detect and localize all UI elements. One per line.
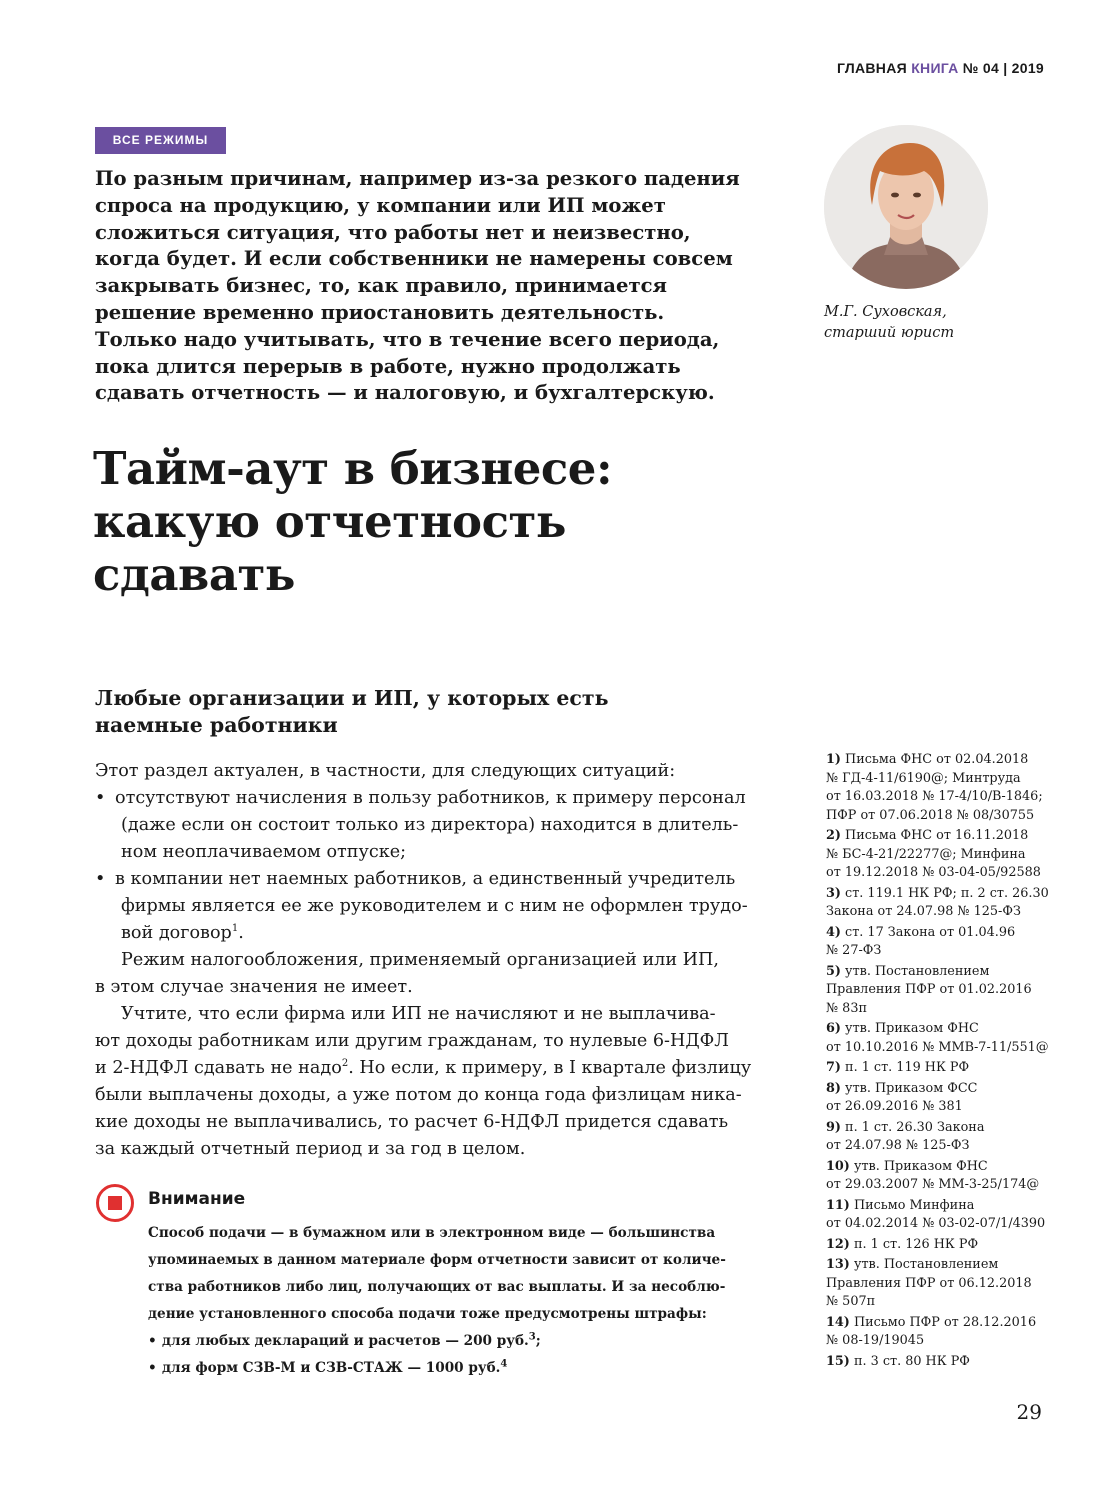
lead-line: спроса на продукцию, у компании или ИП может bbox=[95, 193, 666, 217]
footnote-text: Правления ПФР от 01.02.2016 bbox=[826, 982, 1032, 997]
footnote-text: № 27-ФЗ bbox=[826, 943, 882, 958]
lead-line: закрывать бизнес, то, как правило, принимается bbox=[95, 274, 668, 298]
issue-number: № 04 | 2019 bbox=[962, 60, 1044, 76]
author-name: М.Г. Суховская, bbox=[824, 304, 947, 320]
author-portrait bbox=[824, 125, 988, 289]
footnote bbox=[826, 1197, 1056, 1234]
footnote bbox=[826, 1353, 1056, 1372]
footnote bbox=[826, 963, 1056, 1019]
attention-title: Внимание bbox=[148, 1189, 246, 1209]
footnote-ref: 4 bbox=[500, 1358, 508, 1370]
attention-item-text: ; bbox=[535, 1333, 541, 1349]
footnote-text: от 26.09.2016 № 381 bbox=[826, 1099, 963, 1114]
footnote bbox=[826, 1314, 1056, 1351]
footnote-text: № БС-4-21/22277@; Минфина bbox=[826, 846, 1026, 862]
body-line: Режим налогообложения, применяемый организацией или ИП, bbox=[121, 950, 719, 970]
body-line: в компании нет наемных работников, а единственный учредитель bbox=[115, 869, 736, 889]
footnote-text: от 24.07.98 № 125-ФЗ bbox=[826, 1138, 970, 1153]
lead-line: пока длится перерыв в работе, нужно продолжать bbox=[95, 354, 681, 378]
body-line bbox=[95, 920, 775, 947]
footnote-number: 4) bbox=[826, 924, 841, 940]
bullet-icon: • bbox=[148, 1333, 157, 1349]
footnote-text: Правления ПФР от 06.12.2018 bbox=[826, 1275, 1032, 1291]
footnote-text: ст. 119.1 НК РФ; п. 2 ст. 26.30 bbox=[845, 885, 1049, 901]
footnote-number: 3) bbox=[826, 885, 841, 901]
attention-line: Способ подачи — в бумажном или в электронном виде — большинства bbox=[148, 1225, 716, 1241]
body-line: отсутствуют начисления в пользу работников, к примеру персонал bbox=[115, 788, 746, 808]
footnotes-column bbox=[826, 751, 1056, 1373]
body-text-fragment: . Но если, к примеру, в I квартале физлицу bbox=[348, 1058, 752, 1078]
footnote-text: от 16.03.2018 № 17-4/10/В-1846; bbox=[826, 789, 1043, 804]
footnote-text: № 507п bbox=[826, 1294, 876, 1309]
footnote-text: утв. Постановлением bbox=[845, 963, 990, 979]
magazine-name-accent: КНИГА bbox=[911, 60, 959, 76]
footnote bbox=[826, 1020, 1056, 1057]
body-line: фирмы является ее же руководителем и с ним не оформлен трудо- bbox=[121, 896, 748, 916]
footnote-text: № ГД-4-11/6190@; Минтруда bbox=[826, 770, 1021, 786]
footnote-text: Письмо ПФР от 28.12.2016 bbox=[853, 1314, 1037, 1330]
footnote bbox=[826, 751, 1056, 825]
attention-line: дение установленного способа подачи тоже предусмотрены штрафы: bbox=[148, 1306, 707, 1322]
footnote-text: от 10.10.2016 № ММВ-7-11/551@ bbox=[826, 1039, 1049, 1055]
heading-line: наемные работники bbox=[95, 713, 338, 737]
lead-line: сложиться ситуация, что работы нет и неизвестно, bbox=[95, 220, 691, 244]
attention-text bbox=[148, 1220, 768, 1382]
footnote-text: от 29.03.2007 № ММ-3-25/174@ bbox=[826, 1177, 1040, 1192]
footnote bbox=[826, 1236, 1056, 1255]
footnote-text: п. 1 ст. 119 НК РФ bbox=[845, 1060, 970, 1075]
body-line: были выплачены доходы, а уже потом до конца года физлицам ника- bbox=[95, 1085, 742, 1105]
attention-item-text: для любых деклараций и расчетов — 200 руб. bbox=[162, 1333, 529, 1349]
footnote-number: 15) bbox=[826, 1353, 850, 1369]
body-text-fragment: и 2-НДФЛ сдавать не надо bbox=[95, 1058, 342, 1078]
footnote-number: 9) bbox=[826, 1119, 841, 1135]
footnote bbox=[826, 1059, 1056, 1078]
footnote-number: 2) bbox=[826, 828, 841, 843]
body-line: ют доходы работникам или другим гражданам, то нулевые 6-НДФЛ bbox=[95, 1031, 729, 1051]
footnote-text: Закона от 24.07.98 № 125-ФЗ bbox=[826, 904, 1021, 919]
bullet-icon: • bbox=[95, 788, 106, 808]
running-header bbox=[837, 60, 1044, 76]
lead-line: По разным причинам, например из-за резкого падения bbox=[95, 167, 740, 190]
footnote-number: 11) bbox=[826, 1197, 850, 1213]
author-portrait-illustration bbox=[824, 125, 988, 289]
footnote-ref: 1 bbox=[231, 923, 239, 935]
attention-item-text: для форм СЗВ-М и СЗВ-СТАЖ — 1000 руб. bbox=[162, 1360, 501, 1376]
footnote-number: 8) bbox=[826, 1080, 841, 1096]
section-tag: ВСЕ РЕЖИМЫ bbox=[95, 127, 226, 154]
footnote-text: утв. Постановлением bbox=[853, 1257, 999, 1272]
footnote-number: 12) bbox=[826, 1236, 850, 1252]
bullet-icon: • bbox=[148, 1360, 157, 1376]
lead-line: решение временно приостановить деятельность. bbox=[95, 300, 665, 324]
bullet-item bbox=[95, 866, 775, 893]
footnote-text: ПФР от 07.06.2018 № 08/30755 bbox=[826, 807, 1035, 823]
footnote-text: п. 3 ст. 80 НК РФ bbox=[853, 1353, 970, 1369]
footnote bbox=[826, 827, 1056, 883]
footnote-text: Письмо Минфина bbox=[853, 1197, 975, 1213]
body-line: за каждый отчетный период и за год в целом. bbox=[95, 1139, 526, 1159]
body-text-fragment: вой договор bbox=[121, 923, 232, 943]
title-line: сдавать bbox=[93, 548, 295, 601]
author-role: старший юрист bbox=[824, 325, 955, 341]
footnote-ref: 2 bbox=[341, 1058, 349, 1070]
footnote bbox=[826, 885, 1056, 922]
lead-line: сдавать отчетность — и налоговую, и бухгалтерскую. bbox=[95, 381, 715, 405]
lead-line: когда будет. И если собственники не намерены совсем bbox=[95, 247, 733, 271]
footnote-number: 14) bbox=[826, 1314, 850, 1330]
title-line: какую отчетность bbox=[93, 495, 566, 548]
footnote-text: от 04.02.2014 № 03-02-07/1/4390 bbox=[826, 1216, 1046, 1231]
footnote-ref: 3 bbox=[528, 1331, 536, 1343]
footnote-text: от 19.12.2018 № 03-04-05/92588 bbox=[826, 865, 1041, 880]
body-line: ном неоплачиваемом отпуске; bbox=[121, 842, 407, 862]
bullet-item bbox=[95, 785, 775, 812]
footnote bbox=[826, 1080, 1056, 1117]
page-number: 29 bbox=[1016, 1400, 1042, 1424]
body-line: кие доходы не выплачивались, то расчет 6-НДФЛ придется сдавать bbox=[95, 1112, 729, 1132]
section-heading bbox=[95, 685, 609, 739]
footnote-text: Письма ФНС от 16.11.2018 bbox=[845, 828, 1029, 843]
footnote-number: 7) bbox=[826, 1060, 841, 1075]
attention-line: упоминаемых в данном материале форм отчетности зависит от количе- bbox=[148, 1252, 726, 1268]
attention-list-item bbox=[148, 1328, 768, 1355]
footnote-text: п. 1 ст. 26.30 Закона bbox=[845, 1119, 985, 1135]
lead-paragraph bbox=[95, 166, 775, 407]
footnote bbox=[826, 924, 1056, 961]
body-line: в этом случае значения не имеет. bbox=[95, 977, 413, 997]
author-caption bbox=[824, 302, 954, 344]
body-line: (даже если он состоит только из директора) находится в длитель- bbox=[121, 815, 739, 835]
bullet-icon: • bbox=[95, 869, 106, 889]
lead-line: Только надо учитывать, что в течение всего периода, bbox=[95, 327, 720, 351]
attention-list-item bbox=[148, 1355, 768, 1382]
body-line: Этот раздел актуален, в частности, для следующих ситуаций: bbox=[95, 761, 676, 781]
footnote bbox=[826, 1119, 1056, 1156]
attention-line: ства работников либо лиц, получающих от вас выплаты. И за несоблю- bbox=[148, 1279, 726, 1295]
footnote-text: утв. Приказом ФНС bbox=[845, 1021, 979, 1036]
title-line: Тайм-аут в бизнесе: bbox=[93, 442, 613, 495]
body-line: Учтите, что если фирма или ИП не начисляют и не выплачива- bbox=[121, 1004, 716, 1024]
body-text bbox=[95, 758, 775, 1163]
footnote-text: № 08-19/19045 bbox=[826, 1333, 925, 1348]
footnote-number: 13) bbox=[826, 1257, 850, 1272]
body-text-fragment: . bbox=[238, 923, 244, 943]
footnote-text: № 83п bbox=[826, 1000, 867, 1016]
footnote-text: утв. Приказом ФНС bbox=[853, 1158, 988, 1174]
footnote bbox=[826, 1158, 1056, 1195]
heading-line: Любые организации и ИП, у которых есть bbox=[95, 686, 609, 710]
article-title bbox=[93, 442, 612, 601]
footnote-number: 10) bbox=[826, 1158, 850, 1174]
footnote-number: 5) bbox=[826, 963, 841, 979]
footnote-text: п. 1 ст. 126 НК РФ bbox=[853, 1236, 979, 1252]
footnote-number: 1) bbox=[826, 752, 841, 767]
footnote-text: ст. 17 Закона от 01.04.96 bbox=[845, 924, 1016, 940]
footnote-text: утв. Приказом ФСС bbox=[845, 1080, 978, 1096]
attention-icon bbox=[95, 1183, 135, 1223]
magazine-name: ГЛАВНАЯ bbox=[836, 60, 907, 76]
footnote-number: 6) bbox=[826, 1021, 841, 1036]
footnote-text: Письма ФНС от 02.04.2018 bbox=[845, 752, 1029, 767]
body-line bbox=[95, 1055, 775, 1082]
footnote bbox=[826, 1256, 1056, 1312]
